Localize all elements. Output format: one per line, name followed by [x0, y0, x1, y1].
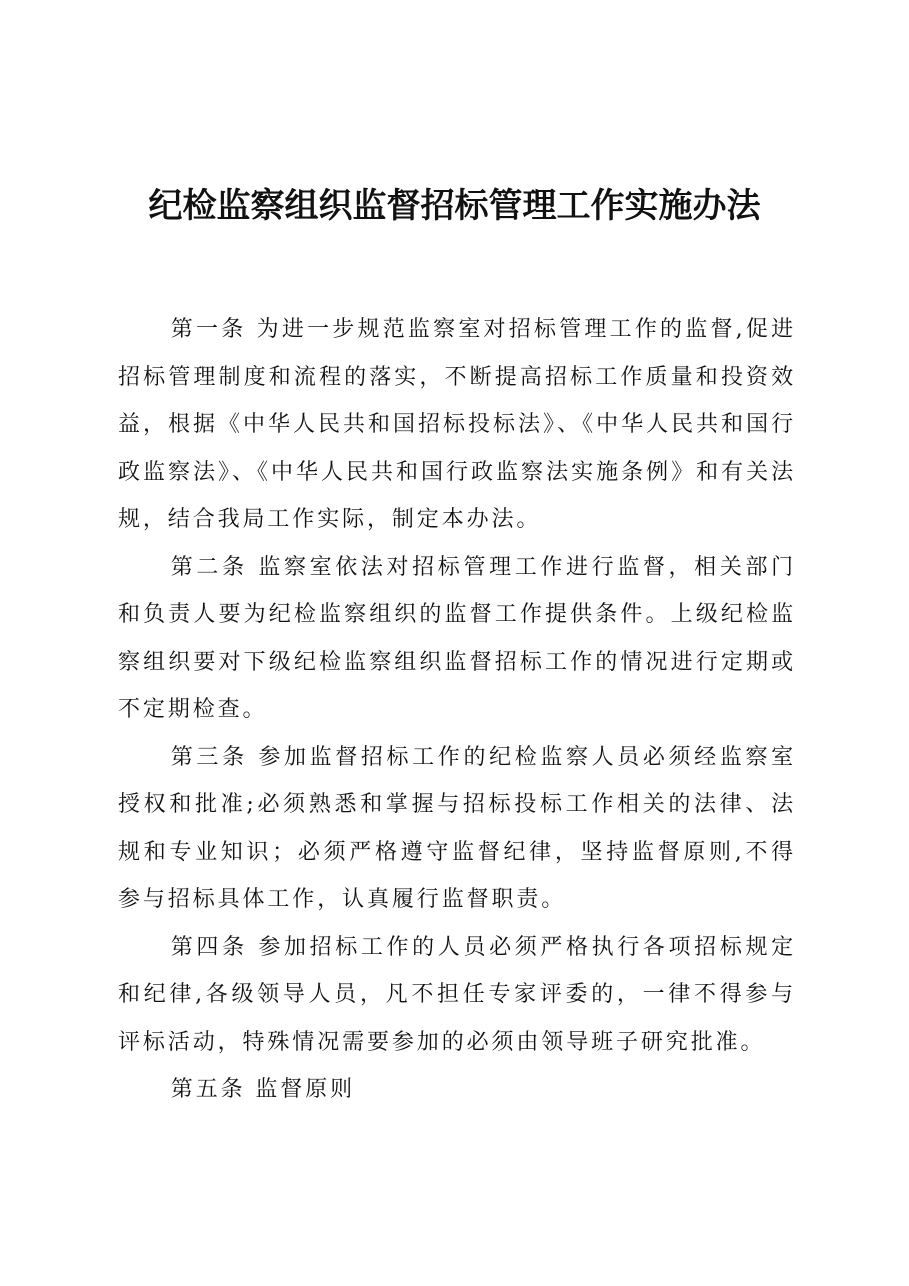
article-3: 第三条 参加监督招标工作的纪检监察人员必须经监察室授权和批准;必须熟悉和掌握与招标投标工作相关的法律、法规和专业知识；必须严格遵守监督纪律，坚持监督原则,不得参与招标具体工作，认真履行监督职责。	[118, 744, 796, 912]
article-2: 第二条 监察室依法对招标管理工作进行监督，相关部门和负责人要为纪检监察组织的监督工作提供条件。上级纪检监察组织要对下级纪检监察组织监督招标工作的情况进行定期或不定期检查。	[118, 554, 796, 722]
document-title: 纪检监察组织监督招标管理工作实施办法	[148, 186, 761, 226]
article-5: 第五条 监督原则	[170, 1077, 355, 1102]
document-body	[118, 306, 796, 1114]
article-1: 第一条 为进一步规范监察室对招标管理工作的监督,促进招标管理制度和流程的落实，不断提高招标工作质量和投资效益，根据《中华人民共和国招标投标法》、《中华人民共和国行政监察法》、《中华人民共和国行政监察法实施条例》和有关法规，结合我局工作实际，制定本办法。	[118, 317, 796, 532]
article-4: 第四条 参加招标工作的人员必须严格执行各项招标规定和纪律,各级领导人员，凡不担任专家评委的，一律不得参与评标活动，特殊情况需要参加的必须由领导班子研究批准。	[118, 934, 796, 1055]
